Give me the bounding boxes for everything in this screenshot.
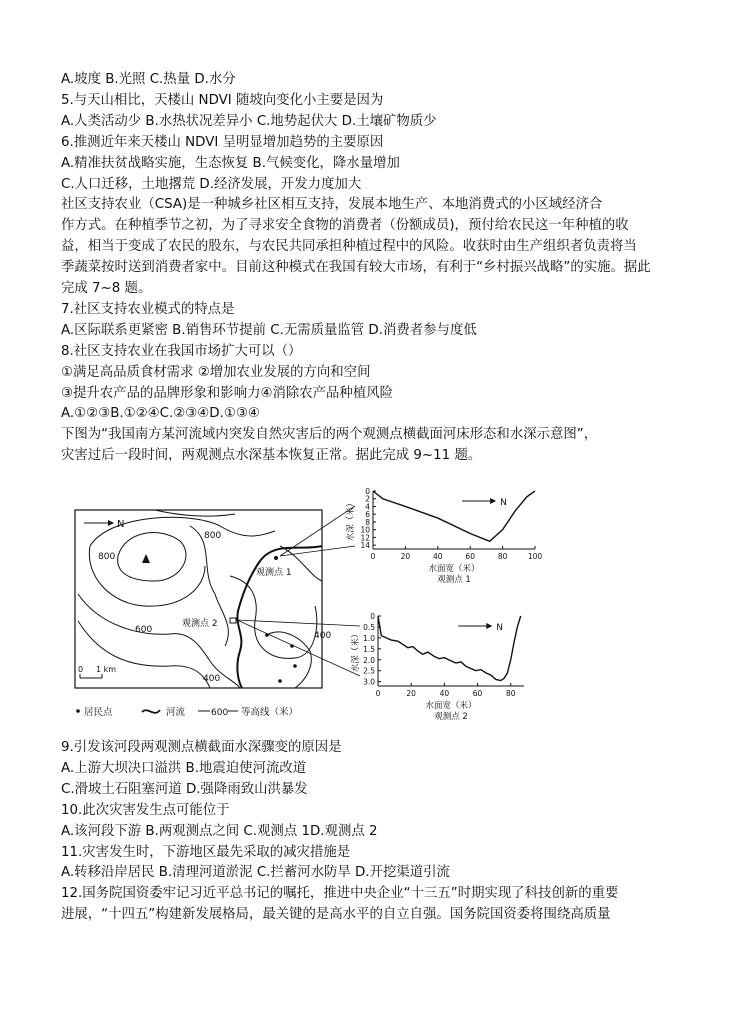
y-tick-label: 0 xyxy=(370,612,375,621)
y-tick-label: 4 xyxy=(365,502,370,512)
y-tick-label: 2 xyxy=(365,494,370,504)
x-tick-label: 40 xyxy=(433,552,443,561)
text-line: C.人口迁移，土地撂荒 D.经济发展，开发力度加大 xyxy=(61,176,362,192)
chart-title: 观测点 2 xyxy=(434,712,468,722)
contour-label: 600 xyxy=(135,625,153,635)
text-line: 作方式。在种植季节之初，为了寻求安全食物的消费者（份额成员)，预付给农民这一年种植的收 xyxy=(61,218,629,234)
text-line: ①满足高品质食材需求 ②增加农业发展的方向和空间 xyxy=(61,364,371,380)
text-line: 11.灾害发生时，下游地区最先采取的减灾措施是 xyxy=(61,844,351,860)
scale-unit: 1 km xyxy=(96,665,117,674)
x-tick-label: 80 xyxy=(505,689,516,698)
text-line: 益，相当于变成了农民的股东，与农民共同承担种植过程中的风险。收获时由生产组织者负责将当 xyxy=(61,239,637,255)
contour-label: 400 xyxy=(203,674,221,684)
x-tick-label: 20 xyxy=(406,689,416,698)
figure-svg xyxy=(70,486,543,726)
text-line: 完成 7~8 题。 xyxy=(61,281,152,296)
text-line: A.人类活动少 B.水热状况差异小 C.地势起伏大 D.土壤矿物质少 xyxy=(61,113,437,129)
riverbed-line xyxy=(373,491,535,541)
legend-contour: 等高线（米） xyxy=(241,707,299,718)
y-tick-label: 8 xyxy=(365,517,370,527)
contour-label: 800 xyxy=(98,552,116,562)
y-tick-label: 14 xyxy=(360,541,370,551)
legend-settlement-dot xyxy=(76,709,80,713)
station-1-marker xyxy=(274,556,278,560)
text-line: A.坡度 B.光照 C.热量 D.水分 xyxy=(61,72,236,87)
y-tick-label: 1.5 xyxy=(363,644,375,654)
y-tick-label: 12 xyxy=(360,533,370,543)
text-line: 12.国务院国资委牢记习近平总书记的嘱托，推进中央企业“十三五”时期实现了科技创新的重要 xyxy=(61,886,619,902)
y-axis-label: 水深（米） xyxy=(346,498,356,542)
text-line: 下图为“我国南方某河流域内突发自然灾害后的两个观测点横截面河床形态和水深示意图”， xyxy=(61,427,598,443)
x-tick-label: 20 xyxy=(400,552,411,561)
contour-label: 800 xyxy=(204,531,222,541)
text-line: 10.此次灾害发生点可能位于 xyxy=(61,802,230,818)
text-line: A.上游大坝决口溢洪 B.地震迫使河流改道 xyxy=(61,760,307,776)
text-line: A.该河段下游 B.两观测点之间 C.观测点 1D.观测点 2 xyxy=(61,823,378,839)
legend-contour-value: 600 xyxy=(211,708,229,718)
contour-label: 400 xyxy=(314,631,332,641)
text-line: 社区支持农业（CSA)是一种城乡社区相互支持，发展本地生产、本地消费式的小区域经济合 xyxy=(61,197,603,213)
chart-station-1 xyxy=(345,487,542,585)
map-north-label: N xyxy=(117,519,125,530)
x-tick-label: 60 xyxy=(472,689,483,698)
x-tick-label: 100 xyxy=(527,552,543,561)
y-tick-label: 0.5 xyxy=(363,622,375,632)
text-line: A.精准扶贫战略实施，生态恢复 B.气候变化，降水量增加 xyxy=(61,155,400,171)
legend-river: 河流 xyxy=(166,707,186,718)
y-tick-label: 10 xyxy=(360,525,370,535)
y-tick-label: 2.0 xyxy=(363,655,375,665)
text-line: 季蔬菜按时送到消费者家中。目前这种模式在我国有较大市场，有利于“乡村振兴战略”的实施。据此 xyxy=(61,260,651,276)
y-tick-label: 6 xyxy=(365,510,370,520)
station-2-label: 观测点 2 xyxy=(182,619,218,629)
text-line: A.转移沿岸居民 B.清理河道淤泥 C.拦蓄河水防旱 D.开挖渠道引流 xyxy=(61,865,450,881)
text-line: 9.引发该河段两观测点横截面水深骤变的原因是 xyxy=(61,740,342,755)
legend-settlement: 居民点 xyxy=(84,707,113,718)
chart-title: 观测点 1 xyxy=(437,575,471,585)
y-tick-label: 3.0 xyxy=(363,677,375,687)
text-line: A.①②③B.①②④C.②③④D.①③④ xyxy=(61,406,260,422)
station-1-label: 观测点 1 xyxy=(256,568,292,578)
text-line: 5.与天山相比，天楼山 NDVI 随坡向变化小主要是因为 xyxy=(61,92,384,108)
station-2-marker xyxy=(230,618,236,623)
map-frame xyxy=(75,510,322,688)
x-tick-label: 60 xyxy=(465,552,475,561)
scale-zero: 0 xyxy=(78,665,84,674)
text-line: ③提升农产品的品牌形象和影响力④消除农产品种植风险 xyxy=(61,385,393,401)
text-line: 灾害过后一段时间，两观测点水深基本恢复正常。据此完成 9~11 题。 xyxy=(61,448,482,464)
text-line: 进展，“十四五”构建新发展格局，最关键的是高水平的自立自强。国务院国资委将围绕高质量 xyxy=(61,907,611,923)
x-tick-label: 80 xyxy=(497,552,508,561)
settlement-dot xyxy=(278,679,282,683)
text-line: 8.社区支持农业在我国市场扩大可以（） xyxy=(61,343,302,359)
figure xyxy=(70,486,543,726)
x-tick-label: 0 xyxy=(375,689,381,698)
north-arrow-head xyxy=(490,498,496,504)
y-axis-label: 水深（米） xyxy=(351,629,361,673)
text-line: 6.推测近年来天楼山 NDVI 呈明显增加趋势的主要原因 xyxy=(61,134,384,150)
text-line: 7.社区支持农业模式的特点是 xyxy=(61,301,235,317)
y-tick-label: 1.0 xyxy=(363,633,375,643)
y-tick-label: 0 xyxy=(365,487,370,496)
x-axis-label: 水面宽（米） xyxy=(428,564,480,574)
x-tick-label: 40 xyxy=(439,689,450,698)
text-line: A.区际联系更紧密 B.销售环节提前 C.无需质量监管 D.消费者参与度低 xyxy=(61,322,477,338)
settlement-dot xyxy=(293,664,297,668)
contour-map xyxy=(75,506,360,718)
x-axis-label: 水面宽（米） xyxy=(425,701,477,711)
north-label: N xyxy=(500,498,507,508)
north-label: N xyxy=(496,623,504,633)
chart-station-2 xyxy=(350,612,524,722)
legend-river-symbol xyxy=(142,710,160,713)
y-tick-label: 2.5 xyxy=(363,666,375,676)
north-arrow-head xyxy=(486,623,492,629)
text-line: C.滑坡土石阻塞河道 D.强降雨致山洪暴发 xyxy=(61,781,308,797)
x-tick-label: 0 xyxy=(370,552,376,561)
